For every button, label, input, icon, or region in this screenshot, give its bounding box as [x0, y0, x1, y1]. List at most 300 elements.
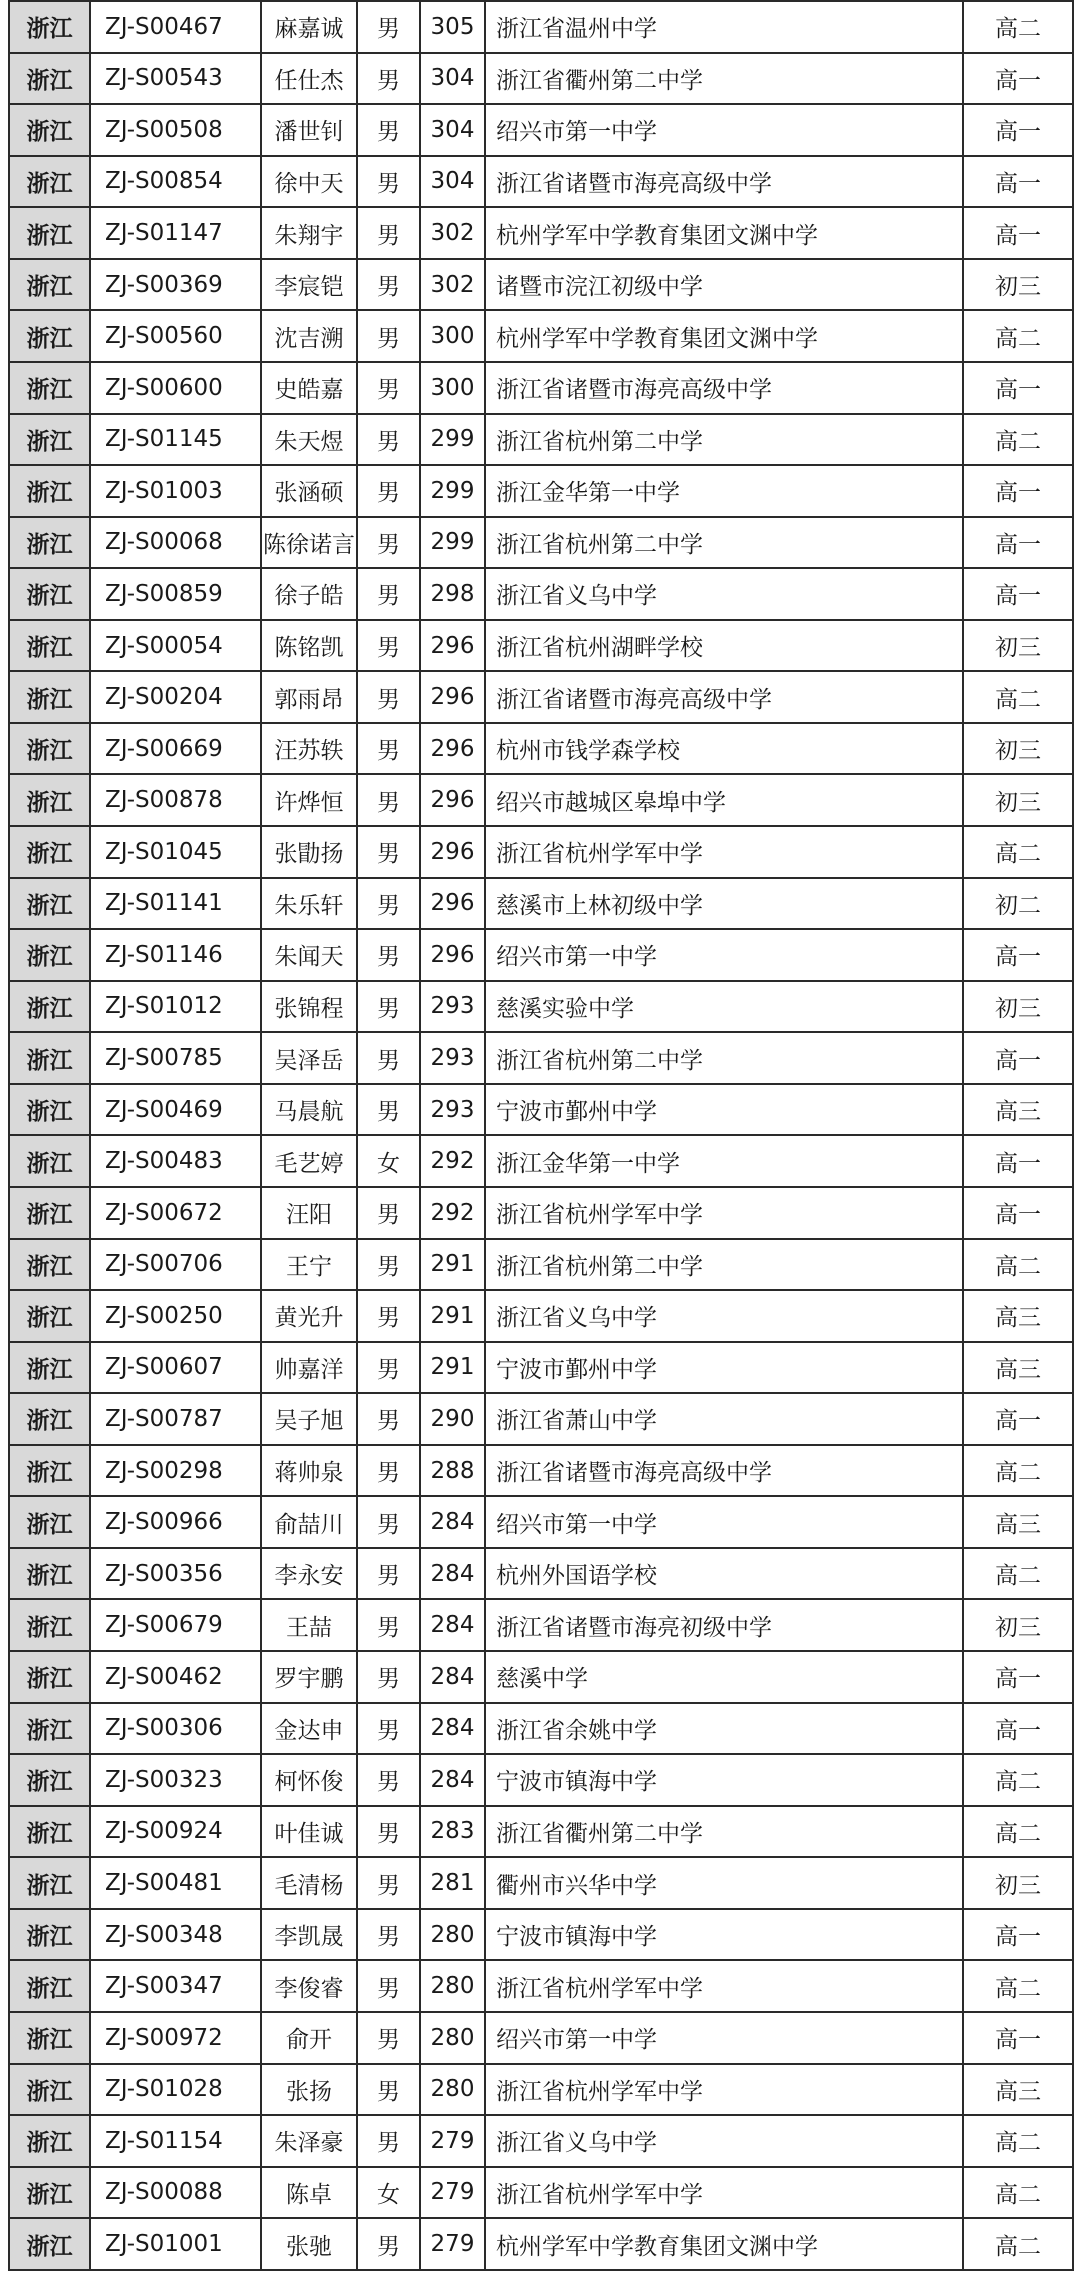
school-cell: 浙江省义乌中学 [485, 568, 963, 620]
table-row [9, 723, 1073, 775]
grade-cell: 高三 [963, 1342, 1073, 1394]
school-cell: 慈溪实验中学 [485, 981, 963, 1033]
id-cell: ZJ-S00088 [90, 2167, 261, 2219]
name-cell: 朱泽豪 [261, 2115, 357, 2167]
name-cell: 蒋帅泉 [261, 1445, 357, 1497]
id-cell: ZJ-S00306 [90, 1703, 261, 1755]
school-cell: 浙江省余姚中学 [485, 1703, 963, 1755]
name-cell: 汪苏轶 [261, 723, 357, 775]
id-cell: ZJ-S00462 [90, 1651, 261, 1703]
grade-cell: 高一 [963, 207, 1073, 259]
province-cell: 浙江 [9, 1703, 90, 1755]
score-cell: 292 [420, 1135, 485, 1187]
province-cell: 浙江 [9, 104, 90, 156]
name-cell: 朱乐轩 [261, 878, 357, 930]
score-cell: 300 [420, 362, 485, 414]
province-cell: 浙江 [9, 723, 90, 775]
table-row [9, 1187, 1073, 1239]
province-cell: 浙江 [9, 620, 90, 672]
province-cell: 浙江 [9, 1393, 90, 1445]
table-row [9, 1393, 1073, 1445]
gender-cell: 男 [357, 465, 420, 517]
school-cell: 杭州外国语学校 [485, 1548, 963, 1600]
gender-cell: 男 [357, 259, 420, 311]
name-cell: 叶佳诚 [261, 1806, 357, 1858]
score-cell: 284 [420, 1548, 485, 1600]
table-row [9, 1445, 1073, 1497]
school-cell: 浙江省杭州学军中学 [485, 2064, 963, 2116]
province-cell: 浙江 [9, 1806, 90, 1858]
province-cell: 浙江 [9, 1496, 90, 1548]
name-cell: 吴泽岳 [261, 1032, 357, 1084]
gender-cell: 男 [357, 53, 420, 105]
table-row [9, 620, 1073, 672]
gender-cell: 男 [357, 1703, 420, 1755]
score-cell: 279 [420, 2167, 485, 2219]
score-cell: 291 [420, 1239, 485, 1291]
grade-cell: 高二 [963, 2218, 1073, 2270]
school-cell: 浙江金华第一中学 [485, 465, 963, 517]
id-cell: ZJ-S01141 [90, 878, 261, 930]
id-cell: ZJ-S00679 [90, 1599, 261, 1651]
grade-cell: 初二 [963, 878, 1073, 930]
province-cell: 浙江 [9, 826, 90, 878]
province-cell: 浙江 [9, 156, 90, 208]
name-cell: 吴子旭 [261, 1393, 357, 1445]
gender-cell: 男 [357, 826, 420, 878]
name-cell: 朱翔宇 [261, 207, 357, 259]
grade-cell: 高一 [963, 465, 1073, 517]
score-cell: 291 [420, 1290, 485, 1342]
name-cell: 王宁 [261, 1239, 357, 1291]
id-cell: ZJ-S00250 [90, 1290, 261, 1342]
school-cell: 宁波市鄞州中学 [485, 1084, 963, 1136]
province-cell: 浙江 [9, 2167, 90, 2219]
province-cell: 浙江 [9, 310, 90, 362]
province-cell: 浙江 [9, 878, 90, 930]
name-cell: 陈铭凯 [261, 620, 357, 672]
grade-cell: 高一 [963, 104, 1073, 156]
score-cell: 284 [420, 1651, 485, 1703]
grade-cell: 高一 [963, 929, 1073, 981]
grade-cell: 高一 [963, 1651, 1073, 1703]
table-row [9, 414, 1073, 466]
table-row [9, 1290, 1073, 1342]
grade-cell: 高二 [963, 1960, 1073, 2012]
id-cell: ZJ-S00356 [90, 1548, 261, 1600]
grade-cell: 高二 [963, 1806, 1073, 1858]
table-row [9, 1548, 1073, 1600]
school-cell: 浙江省诸暨市海亮高级中学 [485, 671, 963, 723]
name-cell: 金达申 [261, 1703, 357, 1755]
score-cell: 281 [420, 1857, 485, 1909]
gender-cell: 男 [357, 2115, 420, 2167]
school-cell: 慈溪市上林初级中学 [485, 878, 963, 930]
score-cell: 296 [420, 774, 485, 826]
grade-cell: 高二 [963, 1754, 1073, 1806]
school-cell: 杭州学军中学教育集团文渊中学 [485, 2218, 963, 2270]
id-cell: ZJ-S00481 [90, 1857, 261, 1909]
gender-cell: 男 [357, 1960, 420, 2012]
score-cell: 280 [420, 1960, 485, 2012]
grade-cell: 初三 [963, 1857, 1073, 1909]
province-cell: 浙江 [9, 259, 90, 311]
school-cell: 浙江省诸暨市海亮高级中学 [485, 156, 963, 208]
gender-cell: 男 [357, 2012, 420, 2064]
name-cell: 柯怀俊 [261, 1754, 357, 1806]
grade-cell: 高三 [963, 1290, 1073, 1342]
score-cell: 293 [420, 1084, 485, 1136]
gender-cell: 男 [357, 1754, 420, 1806]
id-cell: ZJ-S00669 [90, 723, 261, 775]
table-row [9, 259, 1073, 311]
table-row [9, 2115, 1073, 2167]
score-cell: 299 [420, 517, 485, 569]
grade-cell: 高二 [963, 826, 1073, 878]
name-cell: 潘世钊 [261, 104, 357, 156]
table-row [9, 517, 1073, 569]
gender-cell: 男 [357, 1187, 420, 1239]
score-cell: 296 [420, 620, 485, 672]
province-cell: 浙江 [9, 2012, 90, 2064]
gender-cell: 男 [357, 1496, 420, 1548]
province-cell: 浙江 [9, 1290, 90, 1342]
school-cell: 宁波市鄞州中学 [485, 1342, 963, 1394]
name-cell: 许烨恒 [261, 774, 357, 826]
grade-cell: 高二 [963, 310, 1073, 362]
school-cell: 浙江省义乌中学 [485, 2115, 963, 2167]
school-cell: 浙江省衢州第二中学 [485, 53, 963, 105]
gender-cell: 男 [357, 310, 420, 362]
score-cell: 284 [420, 1754, 485, 1806]
province-cell: 浙江 [9, 1857, 90, 1909]
name-cell: 毛艺婷 [261, 1135, 357, 1187]
grade-cell: 高二 [963, 671, 1073, 723]
gender-cell: 男 [357, 620, 420, 672]
school-cell: 衢州市兴华中学 [485, 1857, 963, 1909]
id-cell: ZJ-S00508 [90, 104, 261, 156]
score-cell: 288 [420, 1445, 485, 1497]
gender-cell: 女 [357, 2167, 420, 2219]
id-cell: ZJ-S00348 [90, 1909, 261, 1961]
results-table [8, 0, 1074, 2271]
score-cell: 296 [420, 929, 485, 981]
score-cell: 291 [420, 1342, 485, 1394]
id-cell: ZJ-S00204 [90, 671, 261, 723]
school-cell: 浙江省杭州学军中学 [485, 826, 963, 878]
province-cell: 浙江 [9, 2064, 90, 2116]
table-row [9, 1960, 1073, 2012]
score-cell: 293 [420, 1032, 485, 1084]
grade-cell: 高一 [963, 156, 1073, 208]
school-cell: 浙江省诸暨市海亮高级中学 [485, 1445, 963, 1497]
province-cell: 浙江 [9, 1032, 90, 1084]
id-cell: ZJ-S00706 [90, 1239, 261, 1291]
score-cell: 298 [420, 568, 485, 620]
province-cell: 浙江 [9, 929, 90, 981]
id-cell: ZJ-S00787 [90, 1393, 261, 1445]
score-cell: 304 [420, 156, 485, 208]
province-cell: 浙江 [9, 1754, 90, 1806]
school-cell: 浙江省义乌中学 [485, 1290, 963, 1342]
score-cell: 299 [420, 465, 485, 517]
school-cell: 浙江金华第一中学 [485, 1135, 963, 1187]
province-cell: 浙江 [9, 53, 90, 105]
province-cell: 浙江 [9, 1135, 90, 1187]
gender-cell: 男 [357, 2218, 420, 2270]
grade-cell: 高三 [963, 1496, 1073, 1548]
name-cell: 陈徐诺言 [261, 517, 357, 569]
name-cell: 俞开 [261, 2012, 357, 2064]
score-cell: 304 [420, 104, 485, 156]
gender-cell: 男 [357, 1548, 420, 1600]
school-cell: 绍兴市第一中学 [485, 2012, 963, 2064]
grade-cell: 高一 [963, 1703, 1073, 1755]
score-cell: 279 [420, 2218, 485, 2270]
grade-cell: 高二 [963, 1548, 1073, 1600]
province-cell: 浙江 [9, 568, 90, 620]
score-cell: 284 [420, 1703, 485, 1755]
gender-cell: 男 [357, 568, 420, 620]
name-cell: 郭雨昂 [261, 671, 357, 723]
name-cell: 任仕杰 [261, 53, 357, 105]
score-cell: 280 [420, 2064, 485, 2116]
id-cell: ZJ-S00878 [90, 774, 261, 826]
school-cell: 浙江省杭州学军中学 [485, 2167, 963, 2219]
province-cell: 浙江 [9, 1084, 90, 1136]
id-cell: ZJ-S00607 [90, 1342, 261, 1394]
id-cell: ZJ-S01147 [90, 207, 261, 259]
table-row [9, 671, 1073, 723]
table-row [9, 2218, 1073, 2270]
province-cell: 浙江 [9, 1548, 90, 1600]
grade-cell: 初三 [963, 1599, 1073, 1651]
province-cell: 浙江 [9, 1, 90, 53]
gender-cell: 男 [357, 1032, 420, 1084]
table-row [9, 568, 1073, 620]
table-body [9, 1, 1073, 2270]
id-cell: ZJ-S00924 [90, 1806, 261, 1858]
table-row [9, 2064, 1073, 2116]
score-cell: 292 [420, 1187, 485, 1239]
school-cell: 浙江省诸暨市海亮高级中学 [485, 362, 963, 414]
id-cell: ZJ-S00369 [90, 259, 261, 311]
score-cell: 305 [420, 1, 485, 53]
table-row [9, 1239, 1073, 1291]
id-cell: ZJ-S00854 [90, 156, 261, 208]
score-cell: 296 [420, 723, 485, 775]
id-cell: ZJ-S01012 [90, 981, 261, 1033]
name-cell: 张扬 [261, 2064, 357, 2116]
table-row [9, 207, 1073, 259]
school-cell: 浙江省衢州第二中学 [485, 1806, 963, 1858]
province-cell: 浙江 [9, 2218, 90, 2270]
grade-cell: 高二 [963, 1445, 1073, 1497]
score-cell: 302 [420, 259, 485, 311]
school-cell: 诸暨市浣江初级中学 [485, 259, 963, 311]
table-row [9, 1342, 1073, 1394]
school-cell: 浙江省杭州第二中学 [485, 1032, 963, 1084]
table-row [9, 774, 1073, 826]
id-cell: ZJ-S00054 [90, 620, 261, 672]
score-cell: 283 [420, 1806, 485, 1858]
gender-cell: 男 [357, 1290, 420, 1342]
name-cell: 张锦程 [261, 981, 357, 1033]
table-row [9, 981, 1073, 1033]
gender-cell: 男 [357, 929, 420, 981]
gender-cell: 男 [357, 517, 420, 569]
school-cell: 浙江省杭州湖畔学校 [485, 620, 963, 672]
school-cell: 浙江省杭州第二中学 [485, 1239, 963, 1291]
score-cell: 284 [420, 1496, 485, 1548]
school-cell: 杭州市钱学森学校 [485, 723, 963, 775]
id-cell: ZJ-S00600 [90, 362, 261, 414]
id-cell: ZJ-S01145 [90, 414, 261, 466]
score-cell: 302 [420, 207, 485, 259]
grade-cell: 初三 [963, 981, 1073, 1033]
table-row [9, 1806, 1073, 1858]
table-row [9, 1, 1073, 53]
name-cell: 张涵硕 [261, 465, 357, 517]
table-row [9, 1032, 1073, 1084]
name-cell: 汪阳 [261, 1187, 357, 1239]
table-row [9, 1703, 1073, 1755]
school-cell: 浙江省杭州学军中学 [485, 1960, 963, 2012]
grade-cell: 初三 [963, 259, 1073, 311]
score-cell: 296 [420, 878, 485, 930]
province-cell: 浙江 [9, 465, 90, 517]
name-cell: 麻嘉诚 [261, 1, 357, 53]
score-cell: 284 [420, 1599, 485, 1651]
grade-cell: 高三 [963, 1084, 1073, 1136]
grade-cell: 高一 [963, 1032, 1073, 1084]
table-row [9, 104, 1073, 156]
name-cell: 史皓嘉 [261, 362, 357, 414]
school-cell: 浙江省诸暨市海亮初级中学 [485, 1599, 963, 1651]
gender-cell: 男 [357, 2064, 420, 2116]
school-cell: 浙江省杭州第二中学 [485, 517, 963, 569]
gender-cell: 男 [357, 723, 420, 775]
table-row [9, 53, 1073, 105]
gender-cell: 男 [357, 1651, 420, 1703]
gender-cell: 男 [357, 1239, 420, 1291]
name-cell: 朱天煜 [261, 414, 357, 466]
gender-cell: 男 [357, 981, 420, 1033]
gender-cell: 男 [357, 104, 420, 156]
province-cell: 浙江 [9, 1187, 90, 1239]
school-cell: 杭州学军中学教育集团文渊中学 [485, 310, 963, 362]
province-cell: 浙江 [9, 414, 90, 466]
grade-cell: 初三 [963, 723, 1073, 775]
name-cell: 沈吉溯 [261, 310, 357, 362]
id-cell: ZJ-S00560 [90, 310, 261, 362]
name-cell: 朱闻天 [261, 929, 357, 981]
name-cell: 李凯晟 [261, 1909, 357, 1961]
province-cell: 浙江 [9, 1909, 90, 1961]
gender-cell: 男 [357, 1084, 420, 1136]
grade-cell: 高一 [963, 517, 1073, 569]
gender-cell: 男 [357, 1909, 420, 1961]
grade-cell: 高一 [963, 362, 1073, 414]
school-cell: 绍兴市第一中学 [485, 929, 963, 981]
school-cell: 绍兴市第一中学 [485, 1496, 963, 1548]
grade-cell: 高一 [963, 1909, 1073, 1961]
school-cell: 宁波市镇海中学 [485, 1909, 963, 1961]
id-cell: ZJ-S00323 [90, 1754, 261, 1806]
score-cell: 280 [420, 2012, 485, 2064]
name-cell: 毛清杨 [261, 1857, 357, 1909]
table-row [9, 2012, 1073, 2064]
table-row [9, 878, 1073, 930]
id-cell: ZJ-S00347 [90, 1960, 261, 2012]
grade-cell: 高二 [963, 414, 1073, 466]
table-row [9, 1909, 1073, 1961]
province-cell: 浙江 [9, 1599, 90, 1651]
grade-cell: 初三 [963, 620, 1073, 672]
name-cell: 王喆 [261, 1599, 357, 1651]
gender-cell: 男 [357, 1342, 420, 1394]
gender-cell: 男 [357, 1806, 420, 1858]
score-cell: 290 [420, 1393, 485, 1445]
id-cell: ZJ-S01154 [90, 2115, 261, 2167]
gender-cell: 男 [357, 362, 420, 414]
table-row [9, 465, 1073, 517]
school-cell: 绍兴市越城区皋埠中学 [485, 774, 963, 826]
name-cell: 徐子皓 [261, 568, 357, 620]
gender-cell: 男 [357, 774, 420, 826]
school-cell: 绍兴市第一中学 [485, 104, 963, 156]
grade-cell: 高一 [963, 1135, 1073, 1187]
name-cell: 帅嘉洋 [261, 1342, 357, 1394]
gender-cell: 男 [357, 1857, 420, 1909]
id-cell: ZJ-S00483 [90, 1135, 261, 1187]
gender-cell: 男 [357, 1599, 420, 1651]
table-row [9, 1857, 1073, 1909]
id-cell: ZJ-S00966 [90, 1496, 261, 1548]
school-cell: 浙江省杭州学军中学 [485, 1187, 963, 1239]
table-row [9, 1651, 1073, 1703]
name-cell: 马晨航 [261, 1084, 357, 1136]
province-cell: 浙江 [9, 362, 90, 414]
school-cell: 浙江省杭州第二中学 [485, 414, 963, 466]
score-cell: 296 [420, 826, 485, 878]
province-cell: 浙江 [9, 1342, 90, 1394]
score-cell: 296 [420, 671, 485, 723]
id-cell: ZJ-S00859 [90, 568, 261, 620]
gender-cell: 男 [357, 207, 420, 259]
name-cell: 罗宇鹏 [261, 1651, 357, 1703]
id-cell: ZJ-S00785 [90, 1032, 261, 1084]
grade-cell: 高二 [963, 2115, 1073, 2167]
name-cell: 张驰 [261, 2218, 357, 2270]
grade-cell: 高一 [963, 1393, 1073, 1445]
gender-cell: 男 [357, 414, 420, 466]
province-cell: 浙江 [9, 981, 90, 1033]
gender-cell: 男 [357, 878, 420, 930]
id-cell: ZJ-S01003 [90, 465, 261, 517]
grade-cell: 高一 [963, 2012, 1073, 2064]
table-row [9, 826, 1073, 878]
id-cell: ZJ-S01146 [90, 929, 261, 981]
name-cell: 俞喆川 [261, 1496, 357, 1548]
id-cell: ZJ-S00298 [90, 1445, 261, 1497]
id-cell: ZJ-S00469 [90, 1084, 261, 1136]
score-cell: 299 [420, 414, 485, 466]
table-row [9, 362, 1073, 414]
score-cell: 300 [420, 310, 485, 362]
score-cell: 304 [420, 53, 485, 105]
school-cell: 浙江省温州中学 [485, 1, 963, 53]
